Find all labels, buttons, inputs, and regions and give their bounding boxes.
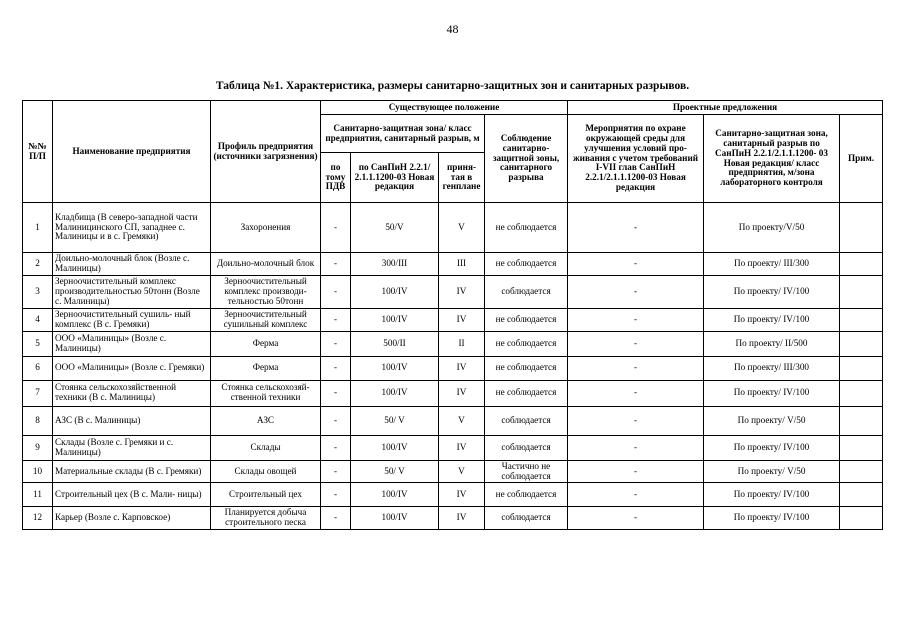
enterprise-name: Стоянка сельскохозяйственной техники (В с. Малиницы): [53, 380, 211, 406]
header-pdv: по тому ПДВ: [321, 153, 351, 203]
header-note: Прим.: [840, 115, 883, 203]
sanpin-value: 50/V: [351, 203, 439, 253]
measures-value: -: [568, 406, 704, 435]
pdv-value: -: [321, 308, 351, 331]
pdv-value: -: [321, 460, 351, 483]
table-body: [23, 203, 883, 530]
note-value: [840, 380, 883, 406]
genplan-value: II: [439, 331, 485, 356]
pdv-value: -: [321, 331, 351, 356]
genplan-value: IV: [439, 308, 485, 331]
table-row: [23, 460, 883, 483]
project-szz-value: По проекту/ III/300: [704, 253, 840, 276]
table-row: [23, 507, 883, 530]
sanpin-value: 100/IV: [351, 380, 439, 406]
table-row: [23, 331, 883, 356]
row-number: 4: [23, 308, 53, 331]
row-number: 6: [23, 356, 53, 380]
enterprise-profile: Доильно-молочный блок: [211, 253, 321, 276]
row-number: 11: [23, 483, 53, 507]
genplan-value: V: [439, 203, 485, 253]
measures-value: -: [568, 356, 704, 380]
genplan-value: IV: [439, 380, 485, 406]
sanpin-value: 100/IV: [351, 356, 439, 380]
sanpin-value: 50/ V: [351, 406, 439, 435]
header-existing: Существующее положение: [321, 101, 568, 115]
pdv-value: -: [321, 435, 351, 460]
measures-value: -: [568, 483, 704, 507]
document-title: Таблица №1. Характеристика, размеры санитарно-защитных зон и санитарных разрывов.: [215, 80, 690, 92]
genplan-value: IV: [439, 435, 485, 460]
pdv-value: -: [321, 203, 351, 253]
table-row: [23, 203, 883, 253]
note-value: [840, 483, 883, 507]
pdv-value: -: [321, 483, 351, 507]
measures-value: -: [568, 435, 704, 460]
header-sanpin: по СанПиН 2.2.1/ 2.1.1.1200-03 Новая редакция: [351, 153, 439, 203]
genplan-value: V: [439, 406, 485, 435]
header-name: Наименование предприятия: [53, 101, 211, 203]
measures-value: -: [568, 507, 704, 530]
genplan-value: V: [439, 460, 485, 483]
page-number: 48: [446, 22, 459, 36]
compliance-value: соблюдается: [485, 435, 568, 460]
genplan-value: IV: [439, 483, 485, 507]
sanpin-value: 100/IV: [351, 483, 439, 507]
row-number: 5: [23, 331, 53, 356]
genplan-value: IV: [439, 356, 485, 380]
compliance-value: соблюдается: [485, 406, 568, 435]
compliance-value: не соблюдается: [485, 356, 568, 380]
project-szz-value: По проекту/ IV/100: [704, 380, 840, 406]
row-number: 8: [23, 406, 53, 435]
sanpin-value: 100/IV: [351, 275, 439, 308]
project-szz-value: По проекту/ V/50: [704, 460, 840, 483]
enterprise-profile: Зерноочистительный комплекс производи- тельностью 50тонн: [211, 275, 321, 308]
enterprise-profile: АЗС: [211, 406, 321, 435]
note-value: [840, 253, 883, 276]
project-szz-value: По проекту/ IV/100: [704, 275, 840, 308]
enterprise-profile: Зерноочистительный сушильный комплекс: [211, 308, 321, 331]
pdv-value: -: [321, 507, 351, 530]
project-szz-value: По проекту/ V/50: [704, 406, 840, 435]
compliance-value: не соблюдается: [485, 203, 568, 253]
measures-value: -: [568, 380, 704, 406]
project-szz-value: По проекту/ IV/100: [704, 308, 840, 331]
genplan-value: IV: [439, 507, 485, 530]
genplan-value: IV: [439, 275, 485, 308]
header-proj-szz: Санитарно-защитная зона, санитарный разрыв по СанПиН 2.2.1/2.1.1.1200- 03 Новая редакция/ класс предприятия, м/зона лабораторного контроля: [704, 115, 840, 203]
compliance-value: не соблюдается: [485, 483, 568, 507]
enterprise-name: Склады (Возле с. Гремяки и с. Малиницы): [53, 435, 211, 460]
sanpin-value: 50/ V: [351, 460, 439, 483]
compliance-value: Частично не соблюдается: [485, 460, 568, 483]
header-measures: Мероприятия по охране окружающей среды для улучшения условий про- живания с учетом требований I-VII глав СанПиН 2.2.1/2.1.1.1200-03 Новая редакция: [568, 115, 704, 203]
header-proposals: Проектные предложения: [568, 101, 883, 115]
table-row: [23, 406, 883, 435]
genplan-value: III: [439, 253, 485, 276]
enterprise-name: Кладбища (В северо-западной части Малиницинского СП, западнее с. Малиницы и в с. Гремяки): [53, 203, 211, 253]
note-value: [840, 460, 883, 483]
project-szz-value: По проекту/ III/300: [704, 356, 840, 380]
enterprise-name: Материальные склады (В с. Гремяки): [53, 460, 211, 483]
note-value: [840, 507, 883, 530]
enterprise-profile: Захоронения: [211, 203, 321, 253]
row-number: 7: [23, 380, 53, 406]
table-row: [23, 380, 883, 406]
row-number: 2: [23, 253, 53, 276]
header-num: №№ П/П: [23, 101, 53, 203]
row-number: 12: [23, 507, 53, 530]
enterprise-profile: Строительный цех: [211, 483, 321, 507]
table-row: [23, 483, 883, 507]
note-value: [840, 406, 883, 435]
enterprise-profile: Планируется добыча строительного песка: [211, 507, 321, 530]
note-value: [840, 435, 883, 460]
measures-value: -: [568, 460, 704, 483]
header-profile: Профиль предприятия (источники загрязнения): [211, 101, 321, 203]
enterprise-profile: Склады овощей: [211, 460, 321, 483]
enterprise-profile: Ферма: [211, 331, 321, 356]
enterprise-profile: Ферма: [211, 356, 321, 380]
project-szz-value: По проекту/V/50: [704, 203, 840, 253]
sanpin-value: 100/IV: [351, 435, 439, 460]
sanpin-value: 100/IV: [351, 308, 439, 331]
pdv-value: -: [321, 380, 351, 406]
enterprise-name: Доильно-молочный блок (Возле с. Малиницы): [53, 253, 211, 276]
pdv-value: -: [321, 253, 351, 276]
project-szz-value: По проекту/ IV/100: [704, 483, 840, 507]
project-szz-value: По проекту/ IV/100: [704, 507, 840, 530]
measures-value: -: [568, 331, 704, 356]
compliance-value: не соблюдается: [485, 308, 568, 331]
enterprise-name: Зерноочистительный комплекс производительностью 50тонн (Возле с. Малиницы): [53, 275, 211, 308]
table-row: [23, 253, 883, 276]
enterprise-profile: Стоянка сельскохозяй- ственной техники: [211, 380, 321, 406]
pdv-value: -: [321, 406, 351, 435]
header-genplan: приня- тая в генплане: [439, 153, 485, 203]
row-number: 1: [23, 203, 53, 253]
compliance-value: не соблюдается: [485, 331, 568, 356]
pdv-value: -: [321, 275, 351, 308]
table-row: [23, 356, 883, 380]
table-row: [23, 435, 883, 460]
project-szz-value: По проекту/ IV/100: [704, 435, 840, 460]
row-number: 9: [23, 435, 53, 460]
enterprise-name: Карьер (Возле с. Карповское): [53, 507, 211, 530]
sanpin-value: 500/II: [351, 331, 439, 356]
row-number: 3: [23, 275, 53, 308]
compliance-value: соблюдается: [485, 275, 568, 308]
note-value: [840, 275, 883, 308]
project-szz-value: По проекту/ II/500: [704, 331, 840, 356]
enterprise-name: ООО «Малиницы» (Возле с. Малиницы): [53, 331, 211, 356]
header-compliance: Соблюдение санитарно- защитной зоны, санитарного разрыва: [485, 115, 568, 203]
pdv-value: -: [321, 356, 351, 380]
note-value: [840, 203, 883, 253]
measures-value: -: [568, 275, 704, 308]
table-row: [23, 308, 883, 331]
note-value: [840, 331, 883, 356]
table-row: [23, 275, 883, 308]
measures-value: -: [568, 203, 704, 253]
sanpin-value: 100/IV: [351, 507, 439, 530]
enterprise-name: АЗС (В с. Малиницы): [53, 406, 211, 435]
header-szz: Санитарно-защитная зона/ класс предприятия, санитарный разрыв, м: [321, 115, 485, 153]
szz-table: [22, 100, 883, 530]
note-value: [840, 308, 883, 331]
enterprise-profile: Склады: [211, 435, 321, 460]
enterprise-name: Зерноочистительный сушиль- ный комплекс (В с. Гремяки): [53, 308, 211, 331]
compliance-value: не соблюдается: [485, 380, 568, 406]
enterprise-name: Строительный цех (В с. Мали- ницы): [53, 483, 211, 507]
measures-value: -: [568, 253, 704, 276]
enterprise-name: ООО «Малиницы» (Возле с. Гремяки): [53, 356, 211, 380]
row-number: 10: [23, 460, 53, 483]
measures-value: -: [568, 308, 704, 331]
compliance-value: не соблюдается: [485, 253, 568, 276]
sanpin-value: 300/III: [351, 253, 439, 276]
compliance-value: соблюдается: [485, 507, 568, 530]
note-value: [840, 356, 883, 380]
